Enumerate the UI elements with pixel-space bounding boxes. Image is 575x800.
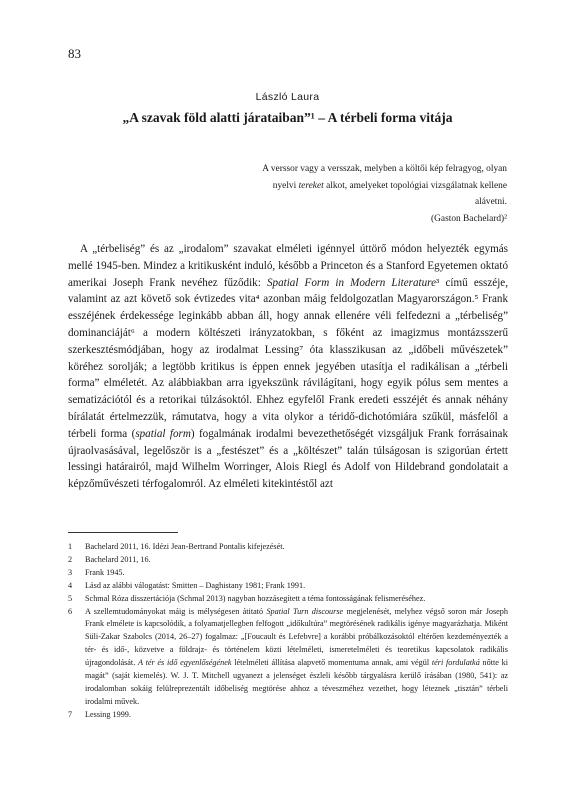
- epigraph-attribution: (Gaston Bachelard)²: [431, 214, 507, 225]
- footnote-text: Schmal Róza disszertációja (Schmal 2013) nagyban hozzásegített a téma fontosságának felismeréséhez.: [85, 593, 426, 603]
- footnote-number: 2: [68, 554, 73, 564]
- footnote-number: 7: [68, 709, 73, 719]
- epigraph: [257, 161, 507, 228]
- footnote-6-italic-2: A tér és idő egyenlőségének: [137, 658, 232, 668]
- footnote-rule: [68, 532, 178, 533]
- footnote: [68, 580, 508, 593]
- footnote-6-text-c: lételméleti állítása alapvető momentuma annak, ami végül: [231, 658, 432, 668]
- footnote: [68, 709, 508, 722]
- body-italic-title: Spatial Form in Modern Literature: [266, 276, 436, 289]
- body-text-c: ) fogalmának irodalmi bevezethetőségét vizsgáljuk Frank forrásainak újraolvasásával, legelőször is a „festészet” és a „költészet” talán túlságosan is szigorúan értett lessingi határairól, majd Wilhelm Worringer, Alois Riegl és Adolf von Hildebrand gondolatait a képzőművészeti térfogalomról. Az elméleti kitekintéstől azt: [68, 427, 509, 491]
- footnote-number: 4: [68, 580, 73, 590]
- footnote-6-text-d: nőtte ki magát” (saját kiemelés). W. J. T. Mitchell ugyanezt a jelenséget észleli később tárgyalásra kerülő írásában (1980, 541): az irodalomban sokáig felülreprezentált időbeliség megtörése ahhoz a téveszméhez vezethet, hogy léteznek „tisztán” térbeli irodalmi művek.: [85, 658, 509, 706]
- footnote-number: 6: [68, 606, 73, 616]
- footnotes: [68, 541, 508, 722]
- footnote-number: 5: [68, 593, 73, 603]
- body-paragraph: [68, 241, 508, 493]
- epigraph-emphasis: tereket: [298, 180, 324, 191]
- article-title: „A szavak föld alatti járataiban”¹ – A térbeli forma vitája: [122, 110, 453, 125]
- footnote-text: Lásd az alábbi válogatást: Smitten – Daghistany 1981; Frank 1991.: [85, 580, 306, 590]
- footnote-text: Frank 1945.: [85, 567, 125, 577]
- footnote-text: Bachelard 2011, 16. Idézi Jean-Bertrand Pontalis kifejezését.: [85, 542, 285, 551]
- footnote-number: 1: [68, 542, 73, 551]
- footnote-text: Lessing 1999.: [85, 709, 131, 719]
- footnote-text: [85, 606, 508, 709]
- footnote-6-italic-3: téri fordulatká: [431, 658, 480, 668]
- footnote: [68, 554, 508, 567]
- epigraph-text-1: A verssor vagy a versszak, melyben a költői kép felragyog, olyan nyelvi: [262, 164, 507, 191]
- footnote-text: Bachelard 2011, 16.: [85, 554, 151, 564]
- epigraph-quote: [257, 161, 507, 211]
- footnote: [68, 541, 508, 554]
- footnote-6-text-a: A szellemtudományokat máig is mélységesen átitató: [85, 606, 267, 616]
- body-text-b: ³ című esszéje, valamint az azt követő sok évtizedes vita⁴ azonban máig feldolgozatlan Magyarországon.⁵ Frank esszéjének érdekessége leginkább abban áll, hogy annak ellenére véli felfedezni a „térbeliség” dominanciáját⁶ a modern költészeti irányzatokban, s főként az imagizmus montázsszerű szerkesztésmódjában, hogy az irodalmat Lessing⁷ óta klasszikusan az „időbeli művészetek” köréhez sorolják; a legtöbb kritikus is éppen ennek jegyében utasítja el radikálisan a „térbeli forma” elméletét. Az alábbiakban arra igyekszünk rávilágítani, hogy egyik pólus sem mentes a sematizációtól és a retorikai túlzásoktól. Ehhez egyfelől Frank eredeti esszéjét és annak néhány bírálatát értelmezzük, rámutatva, hogy a vita olykor a téridő-dichotómiára szűkül, másfelől a térbeli forma (: [68, 276, 508, 440]
- footnote: [68, 567, 508, 580]
- footnote-6-italic-1: Spatial Turn discourse: [266, 606, 344, 616]
- page-number: 83: [68, 46, 81, 61]
- epigraph-text-2: alkot, amelyeket topológiai vizsgálatnak kellene alávetni.: [323, 180, 507, 208]
- body-text-a: A „térbeliség” és az „irodalom” szavakat elméleti igénnyel úttörő módon helyezték egymás mellé 1945-ben. Mindez a kritikusként induló, később a Princeton és a Stanford Egyetemen oktató amerikai Joseph Frank nevéhez fűződik:: [68, 243, 508, 289]
- author-name: László Laura: [255, 91, 320, 103]
- footnote: [68, 593, 508, 606]
- footnote-6-text-b: megjelenését, melyhez végső soron már Joseph Frank elmélete is kapcsolódik, a folyamatjellegben felfogott „időkultúra” megtörésének radikális igénye magyarázhatja. Miként Süli-Zakar Szabolcs (2014, 26–27) fogalmaz: „[Foucault és Lefebvre] a korábbi próbálkozásoktól eltérően kezdeményezték a tér- és idő-, közvetve a földrajz- és történelem közti lételméleti, ismeretelméleti és teoretikus kapcsolatok radikális újragondolását.: [85, 606, 508, 668]
- body-text: [68, 241, 508, 493]
- footnote-number: 3: [68, 567, 73, 577]
- body-italic-term: spatial form: [135, 427, 191, 440]
- footnote: [68, 606, 508, 709]
